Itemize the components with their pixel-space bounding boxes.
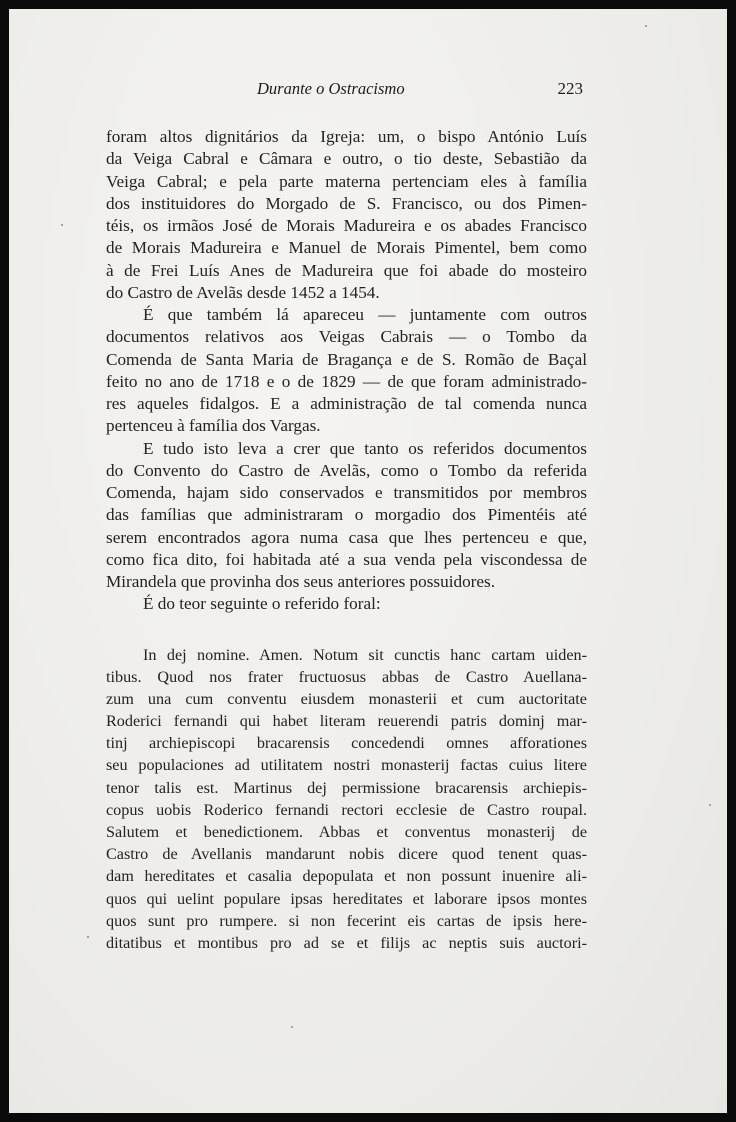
paragraph-4 xyxy=(106,593,587,615)
text-line: zum una cum conventu eiusdem monasterii et cum auctoritate xyxy=(106,689,587,708)
text-line: quos qui uelint populare ipsas hereditates et laborare ipsos montes xyxy=(106,889,587,908)
paper-speck xyxy=(291,1026,293,1028)
text-line: tinj archiepiscopi bracarensis concedendi omnes afforationes xyxy=(106,734,587,753)
text-line: seu populaciones ad utilitatem nostri monasterij factas cuius litere xyxy=(106,756,587,775)
text-line: Comenda de Santa Maria de Bragança e de S. Romão de Baçal xyxy=(106,349,587,369)
paper-speck xyxy=(709,804,711,806)
text-line: Mirandela que provinha dos seus anteriores possuidores. xyxy=(106,572,496,591)
text-line: ditatibus et montibus pro ad se et filijs ac neptis suis auctori- xyxy=(106,933,587,952)
text-line: tenor talis est. Martinus dej permissione bracarensis archiepis- xyxy=(106,778,587,797)
text-line: res aqueles fidalgos. E a administração de tal comenda nunca xyxy=(106,394,587,413)
text-line: como fica dito, foi habitada até a sua venda pela viscondessa de xyxy=(106,549,587,569)
text-line: E tudo isto leva a crer que tanto os referidos documentos xyxy=(143,438,587,458)
text-line: Salutem et benedictionem. Abbas et conventus monasterij de xyxy=(106,823,587,841)
paper-speck xyxy=(645,25,647,27)
text-line: Roderici fernandi qui habet literam reuerendi patris dominj mar- xyxy=(106,712,587,731)
text-line: à de Frei Luís Anes de Madureira que foi abade do mosteiro xyxy=(106,260,587,280)
paragraph-3 xyxy=(106,438,587,594)
page-number: 223 xyxy=(557,79,583,98)
text-line: pertenceu à família dos Vargas. xyxy=(106,416,321,436)
text-line: Castro de Avellanis mandarunt nobis dicere quod tenent quas- xyxy=(106,845,587,864)
page-header xyxy=(9,79,727,103)
text-line: dam hereditates et casalia depopulata et non possunt inuenire ali- xyxy=(106,867,587,886)
text-line: da Veiga Cabral e Câmara e outro, o tio deste, Sebastião da xyxy=(106,149,587,169)
text-line: Veiga Cabral; e pela parte materna pertenciam eles à família xyxy=(106,171,587,191)
paper-speck xyxy=(87,936,89,938)
text-line: foram altos dignitários da Igreja: um, o bispo António Luís xyxy=(106,127,587,146)
text-line: É do teor seguinte o referido foral: xyxy=(143,594,381,614)
text-line: do Castro de Avelãs desde 1452 a 1454. xyxy=(106,282,380,302)
text-line: tibus. Quod nos frater fructuosus abbas de Castro Auellana- xyxy=(106,667,587,686)
text-line: É que também lá apareceu — juntamente com outros xyxy=(143,305,587,324)
text-line: dos instituidores do Morgado de S. Francisco, ou dos Pimen- xyxy=(106,193,587,213)
text-line: copus uobis Roderico fernandi rectori ecclesie de Castro roupal. xyxy=(106,800,587,819)
text-line: Comenda, hajam sido conservados e transmitidos por membros xyxy=(106,483,587,502)
text-line: serem encontrados agora numa casa que lhes pertenceu e que, xyxy=(106,527,587,547)
text-line: quos sunt pro rumpere. si non fecerint eis cartas de ipsis here- xyxy=(106,911,587,930)
paragraph-gap xyxy=(106,616,587,642)
text-line: das famílias que administraram o morgadio dos Pimentéis até xyxy=(106,505,587,525)
text-line: de Morais Madureira e Manuel de Morais Pimentel, bem como xyxy=(106,238,587,258)
text-line: téis, os irmãos José de Morais Madureira e os abades Francisco xyxy=(106,216,587,235)
book-page xyxy=(9,9,727,1113)
paper-speck xyxy=(61,224,63,226)
text-line: do Convento do Castro de Avelãs, como o Tombo da referida xyxy=(106,460,587,480)
text-line: documentos relativos aos Veigas Cabrais — o Tombo da xyxy=(106,327,587,347)
latin-charter-text xyxy=(106,644,587,955)
body-text xyxy=(106,126,587,954)
paragraph-2 xyxy=(106,304,587,438)
paragraph-1 xyxy=(106,126,587,304)
text-line: feito no ano de 1718 e o de 1829 — de que foram administrado- xyxy=(106,371,587,391)
text-line: In dej nomine. Amen. Notum sit cunctis hanc cartam uiden- xyxy=(143,645,587,664)
running-title: Durante o Ostracismo xyxy=(257,79,405,98)
